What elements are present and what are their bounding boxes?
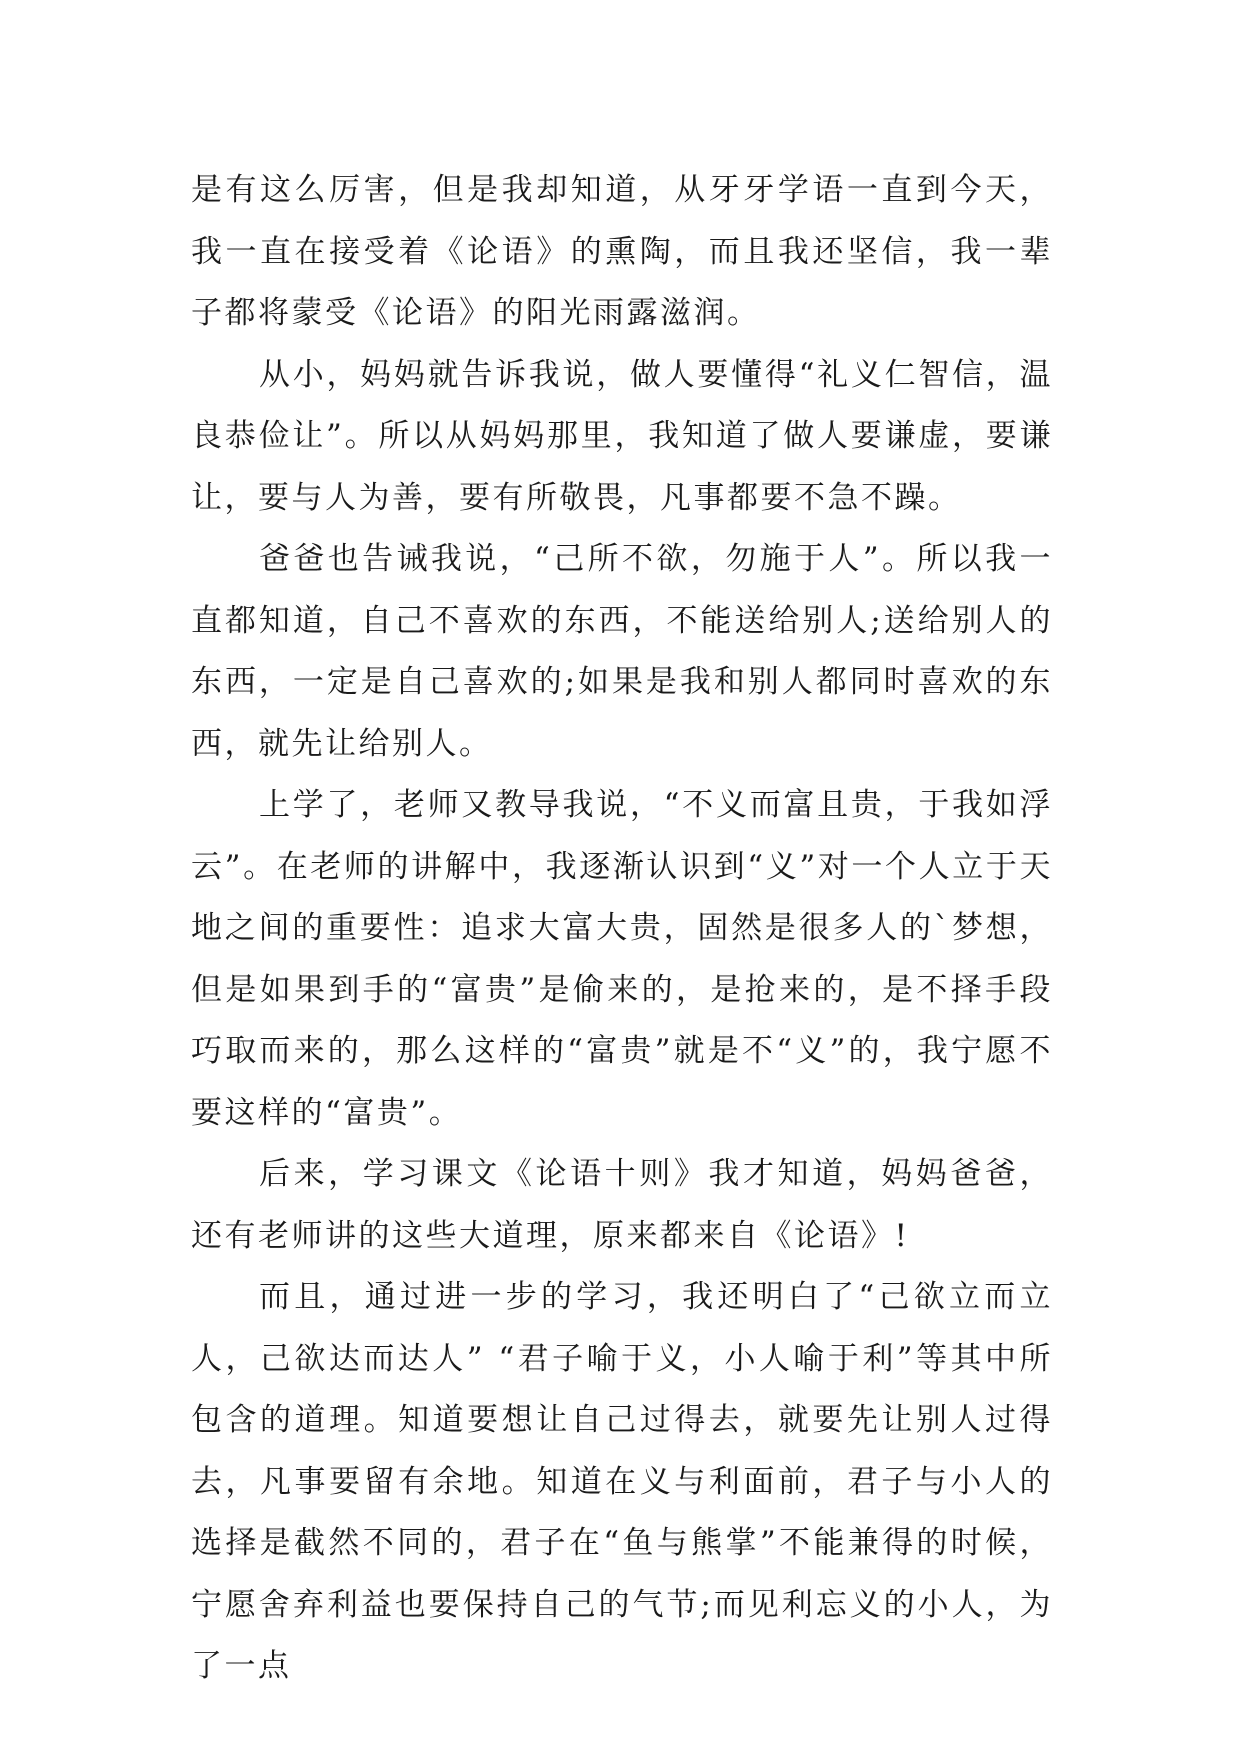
body-text bbox=[191, 160, 1053, 1698]
paragraph-5: 后来，学习课文《论语十则》我才知道，妈妈爸爸，还有老师讲的这些大道理，原来都来自《论语》! bbox=[191, 1156, 1053, 1254]
paragraph-6: 而且，通过进一步的学习，我还明白了“己欲立而立人，己欲达而达人” “君子喻于义，小人喻于利”等其中所包含的道理。知道要想让自己过得去，就要先让别人过得去，凡事要留有余地。知道在义与利面前，君子与小人的选择是截然不同的，君子在“鱼与熊掌”不能兼得的时候，宁愿舍弃利益也要保持自己的气节;而见利忘义的小人，为了一点 bbox=[191, 1279, 1053, 1684]
paragraph-2: 从小，妈妈就告诉我说，做人要懂得“礼义仁智信，温良恭俭让”。所以从妈妈那里，我知道了做人要谦虚，要谦让，要与人为善，要有所敬畏，凡事都要不急不躁。 bbox=[191, 356, 1053, 516]
paragraph-1: 是有这么厉害，但是我却知道，从牙牙学语一直到今天，我一直在接受着《论语》的熏陶，而且我还坚信，我一辈子都将蒙受《论语》的阳光雨露滋润。 bbox=[191, 172, 1053, 331]
paragraph-4: 上学了，老师又教导我说，“不义而富且贵，于我如浮云”。在老师的讲解中，我逐渐认识到“义”对一个人立于天地之间的重要性：追求大富大贵，固然是很多人的`梦想，但是如果到手的“富贵”是偷来的，是抢来的，是不择手段巧取而来的，那么这样的“富贵”就是不“义”的，我宁愿不要这样的“富贵”。 bbox=[191, 787, 1053, 1131]
paragraph-3: 爸爸也告诫我说，“己所不欲，勿施于人”。所以我一直都知道，自己不喜欢的东西，不能送给别人;送给别人的东西，一定是自己喜欢的;如果是我和别人都同时喜欢的东西，就先让给别人。 bbox=[191, 541, 1053, 762]
